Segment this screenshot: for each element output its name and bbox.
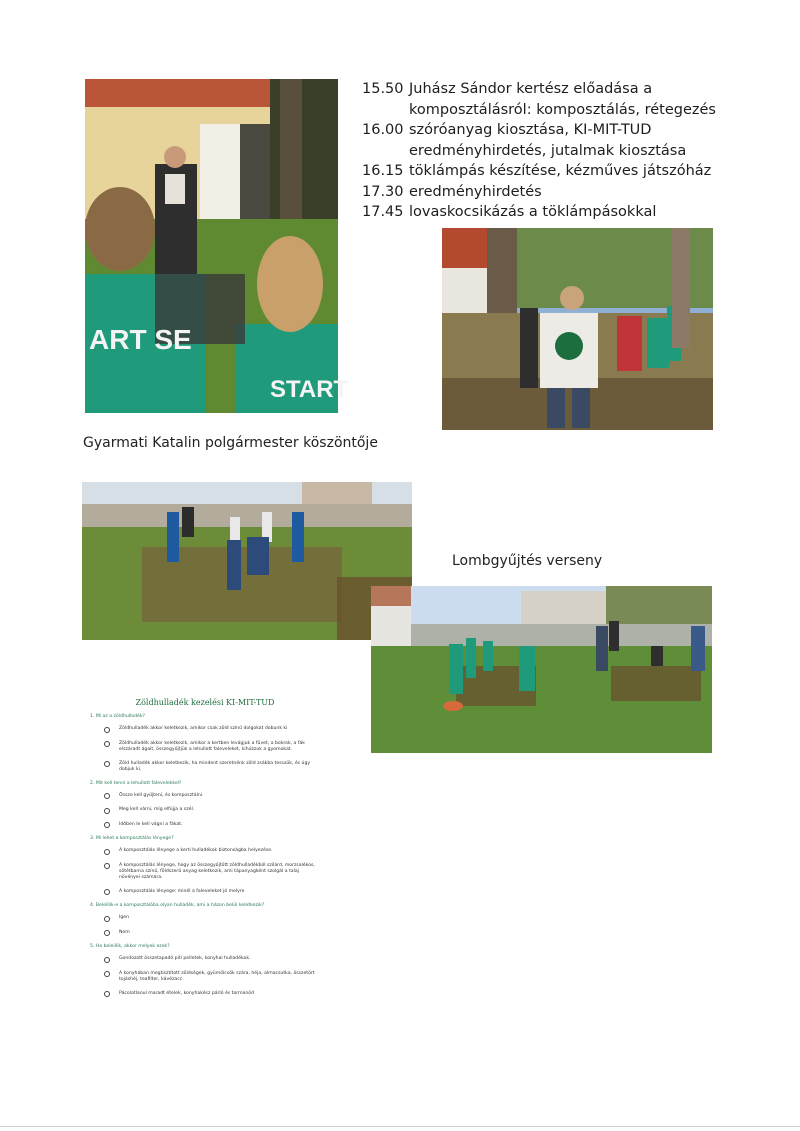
radio-button[interactable] bbox=[104, 991, 110, 997]
radio-button[interactable] bbox=[104, 761, 110, 767]
caption-leaf-contest: Lombgyűjtés verseny bbox=[452, 553, 603, 569]
radio-button[interactable] bbox=[104, 863, 110, 869]
quiz-option[interactable] bbox=[90, 956, 320, 963]
quiz-option-label: Össze kell gyűjteni, és komposztálni. bbox=[119, 792, 204, 798]
quiz-option[interactable] bbox=[90, 822, 320, 829]
photo-mayor-image bbox=[85, 79, 349, 413]
radio-button[interactable] bbox=[104, 808, 110, 814]
quiz-title: Zöldhulladék kezelési KI-MIT-TUD bbox=[135, 698, 275, 707]
quiz-option-label: Igen bbox=[119, 915, 130, 920]
quiz-option[interactable] bbox=[90, 991, 320, 998]
quiz-option-label: Pácolatlanul maradt ételek, konyhakész párló és tormanöd bbox=[119, 990, 255, 996]
schedule-time: 17.30 bbox=[362, 183, 404, 200]
quiz-sheet bbox=[90, 700, 320, 1005]
quiz-option-label: Nem bbox=[119, 929, 130, 935]
photo-mayor-greeting bbox=[85, 79, 349, 413]
radio-button[interactable] bbox=[104, 930, 110, 936]
quiz-option[interactable] bbox=[90, 889, 320, 896]
page-edge-line bbox=[0, 1126, 800, 1127]
schedule-desc: töklámpás készítése, kézműves játszóház bbox=[409, 163, 712, 179]
schedule-desc: szóróanyag kiosztása, KI-MIT-TUD bbox=[409, 122, 652, 138]
schedule-item bbox=[362, 79, 742, 120]
schedule-desc: Juhász Sándor kertész előadása a bbox=[409, 81, 653, 97]
quiz-option-label: A komposztálás lényege, hogy az összegyűjtött zöldhulladékból szilárd, morzsalékos, sötétbarna színű, földszerű anyag keletkezik, ami tápanyagként szolgál a talaj növényei számára. bbox=[119, 862, 315, 880]
radio-button[interactable] bbox=[104, 957, 110, 963]
radio-button[interactable] bbox=[104, 822, 110, 828]
shirt-text-2: START bbox=[270, 376, 349, 403]
radio-button[interactable] bbox=[104, 727, 110, 733]
shirt-text-1: ART SE bbox=[89, 324, 192, 355]
photo-leaf-raking-2 bbox=[371, 586, 712, 753]
quiz-option-label: A komposztálás lényege: minél a faleveleket jó melyre bbox=[119, 888, 245, 894]
quiz-option-label: Gondozott összetapadó piti pelletek, konyhai hulladékok. bbox=[119, 956, 251, 961]
quiz-option-label: Zöldhulladék akkor keletkezik, amikor a kertben levágjuk a füvet, a bokrok, a fák elszáradt ágait, összegyűjtjük a lehullott faleveleket, kihúzzuk a gyomokat. bbox=[119, 740, 305, 752]
schedule-item bbox=[362, 202, 742, 223]
photo-garden-lecture bbox=[442, 228, 713, 430]
schedule-item bbox=[362, 161, 742, 182]
quiz-option-label: Zöld hulladék akkor keletkezik, ha mindent szeretnénk zöld zsákba tesszük, és úgy dobjuk ki. bbox=[119, 760, 311, 772]
schedule-item bbox=[362, 182, 742, 203]
schedule-time: 16.00 bbox=[362, 122, 404, 138]
quiz-question: 4. Beleillik-e a komposztálóba olyan hulladék, ami a házon belül keletkezik? bbox=[90, 903, 265, 908]
quiz-option[interactable] bbox=[90, 915, 320, 922]
quiz-question: 1. Mi az a zöldhulladék? bbox=[90, 714, 145, 719]
quiz-option[interactable] bbox=[90, 793, 320, 800]
program-schedule bbox=[362, 79, 742, 223]
schedule-time: 17.45 bbox=[362, 204, 404, 220]
quiz-option[interactable] bbox=[90, 863, 320, 881]
quiz-option-label: A konyhában megtisztított zöldségek, gyümölcsök szára, héja, almacsutka, összetört tojáshéj, teafilter, kávézacc. bbox=[119, 970, 315, 982]
photo-lecture-image bbox=[442, 228, 713, 430]
quiz-option-label: A komposztálás lényege a kerti hulladékok biztonságba helyezése. bbox=[119, 848, 273, 853]
schedule-desc: eredményhirdetés bbox=[409, 183, 542, 200]
radio-button[interactable] bbox=[104, 849, 110, 855]
quiz-option-label: Időben le kell vágni a fákat. bbox=[119, 821, 183, 827]
photo-leaf-raking-1 bbox=[82, 482, 412, 640]
schedule-time: 16.15 bbox=[362, 163, 404, 179]
quiz-option[interactable] bbox=[90, 971, 320, 983]
caption-mayor-greeting: Gyarmati Katalin polgármester köszöntője bbox=[83, 435, 378, 451]
radio-button[interactable] bbox=[104, 793, 110, 799]
photo-raking-image-1 bbox=[82, 482, 412, 640]
schedule-item bbox=[362, 120, 742, 161]
quiz-option[interactable] bbox=[90, 741, 320, 753]
quiz-option[interactable] bbox=[90, 807, 320, 814]
radio-button[interactable] bbox=[104, 971, 110, 977]
schedule-desc: lovaskocsikázás a töklámpásokkal bbox=[409, 204, 657, 220]
quiz-option[interactable] bbox=[90, 930, 320, 937]
quiz-option-label: Zöldhulladék akkor keletkezik, amikor csak zöld színű dolgokat dobunk ki bbox=[119, 726, 288, 731]
quiz-option[interactable] bbox=[90, 761, 320, 773]
radio-button[interactable] bbox=[104, 889, 110, 895]
schedule-desc: eredményhirdetés, jutalmak kiosztása bbox=[409, 142, 687, 159]
radio-button[interactable] bbox=[104, 741, 110, 747]
photo-raking-image-2 bbox=[371, 586, 712, 753]
quiz-option[interactable] bbox=[90, 848, 320, 855]
quiz-option[interactable] bbox=[90, 726, 320, 733]
radio-button[interactable] bbox=[104, 916, 110, 922]
quiz-question: 3. Mi lehet a komposztálás lényege? bbox=[90, 836, 174, 841]
schedule-time: 15.50 bbox=[362, 81, 404, 97]
quiz-question: 2. Mit kell tenni a lehullott falevelekkel? bbox=[90, 780, 182, 786]
schedule-desc: komposztálásról: komposztálás, rétegezés bbox=[409, 101, 716, 118]
quiz-option-label: Meg kell várni, míg elfújja a szél. bbox=[119, 807, 195, 812]
quiz-question: 5. Ha beleillik, akkor melyek ezek? bbox=[90, 944, 170, 949]
